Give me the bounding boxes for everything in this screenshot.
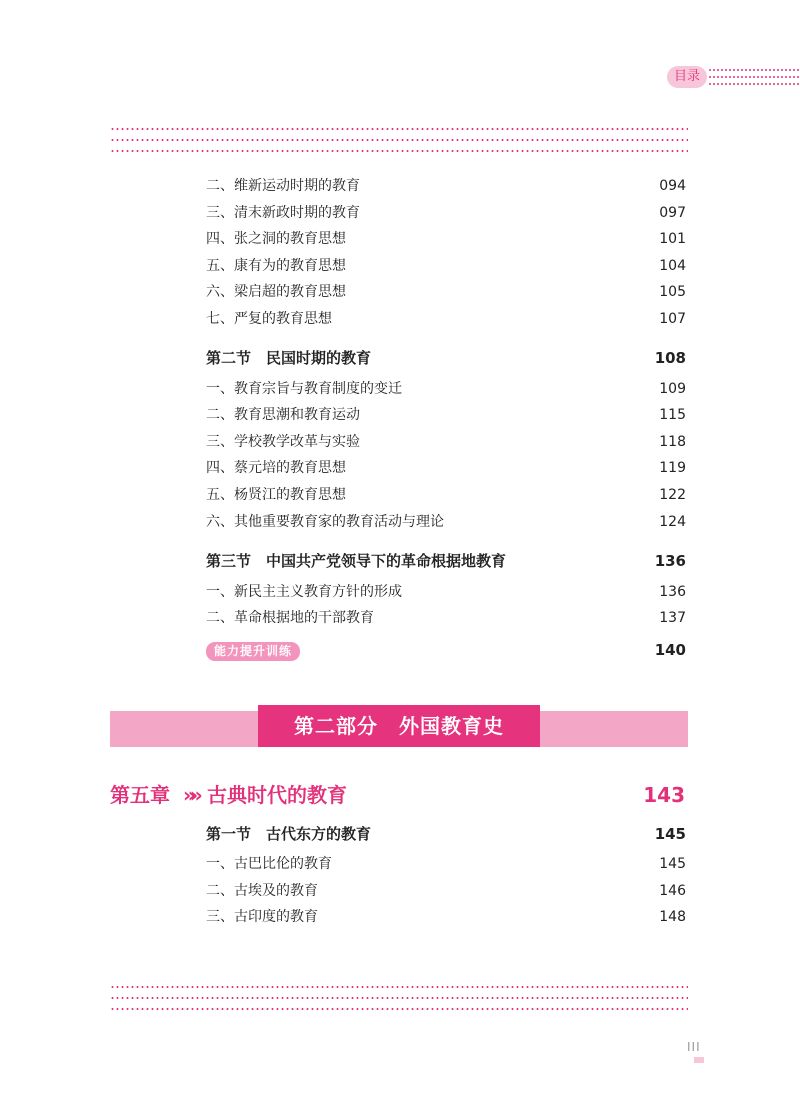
tab-dotted-line [708, 69, 800, 71]
toc-entry-page: 105 [659, 284, 686, 300]
toc-entry-page: 124 [659, 514, 686, 530]
toc-entry[interactable] [206, 175, 686, 197]
chapter-number: 第五章 [110, 783, 170, 807]
page-number: III [687, 1040, 701, 1054]
toc-entry[interactable] [206, 202, 686, 224]
toc-entry-page: 146 [659, 883, 686, 899]
toc-entry-page: 137 [659, 610, 686, 626]
toc-entry[interactable] [206, 853, 686, 875]
toc-entry[interactable] [206, 404, 686, 426]
toc-entry-page: 101 [659, 231, 686, 247]
toc-entry-title: 五、杨贤江的教育思想 [206, 487, 346, 503]
toc-entry-title: 六、梁启超的教育思想 [206, 284, 346, 300]
toc-entry-title: 一、教育宗旨与教育制度的变迁 [206, 381, 402, 397]
toc-entry-title: 二、革命根据地的干部教育 [206, 610, 374, 626]
dotted-divider [110, 139, 688, 141]
toc-section-page: 145 [654, 825, 686, 843]
toc-section-page: 136 [654, 552, 686, 570]
toc-entry-title: 一、新民主主义教育方针的形成 [206, 584, 402, 600]
dotted-divider [110, 986, 688, 988]
toc-section-heading[interactable] [206, 823, 686, 845]
toc-section-page: 108 [654, 349, 686, 367]
dotted-divider [110, 1008, 688, 1010]
toc-entry-page: 107 [659, 311, 686, 327]
dotted-divider [110, 128, 688, 130]
toc-entry-title: 一、古巴比伦的教育 [206, 856, 332, 872]
toc-entry[interactable] [206, 281, 686, 303]
toc-entry[interactable] [206, 607, 686, 629]
toc-entry-title: 三、学校教学改革与实验 [206, 434, 360, 450]
toc-entry[interactable] [206, 880, 686, 902]
toc-entry[interactable] [206, 228, 686, 250]
toc-entry-title: 四、蔡元培的教育思想 [206, 460, 346, 476]
toc-entry-title: 二、维新运动时期的教育 [206, 178, 360, 194]
toc-section-title: 第一节 古代东方的教育 [206, 825, 372, 843]
toc-entry[interactable] [206, 511, 686, 533]
toc-entry-title: 三、清末新政时期的教育 [206, 205, 360, 221]
page-marker [694, 1057, 704, 1063]
toc-entry-title: 三、古印度的教育 [206, 909, 318, 925]
toc-entry-page: 109 [659, 381, 686, 397]
toc-entry-page: 097 [659, 205, 686, 221]
toc-entry-page: 115 [659, 407, 686, 423]
toc-section-heading[interactable] [206, 550, 686, 572]
toc-entry-title: 四、张之洞的教育思想 [206, 231, 346, 247]
toc-section-heading[interactable] [206, 347, 686, 369]
toc-entry[interactable] [206, 581, 686, 603]
toc-entry[interactable] [206, 255, 686, 277]
tab-dotted-line [708, 83, 800, 85]
toc-entry[interactable] [206, 906, 686, 928]
toc-entry[interactable] [206, 378, 686, 400]
toc-entry-page: 122 [659, 487, 686, 503]
part-banner-title: 第二部分 外国教育史 [258, 705, 540, 747]
toc-entry-page: 136 [659, 584, 686, 600]
toc-entry[interactable] [206, 484, 686, 506]
toc-entry-page: 094 [659, 178, 686, 194]
toc-entry-title: 二、教育思潮和教育运动 [206, 407, 360, 423]
toc-entry-title: 二、古埃及的教育 [206, 883, 318, 899]
section-tab: 目录 [667, 66, 707, 88]
toc-entry-title: 七、严复的教育思想 [206, 311, 332, 327]
toc-entry-title: 五、康有为的教育思想 [206, 258, 346, 274]
chapter-page: 143 [643, 783, 685, 807]
toc-practice-page: 140 [654, 641, 686, 659]
chapter-heading[interactable] [110, 780, 688, 810]
dotted-divider [110, 150, 688, 152]
toc-entry-page: 148 [659, 909, 686, 925]
practice-badge: 能力提升训练 [206, 642, 300, 661]
chapter-title: 古典时代的教育 [207, 783, 347, 807]
toc-entry-title: 六、其他重要教育家的教育活动与理论 [206, 514, 444, 530]
toc-practice-entry[interactable] [206, 639, 686, 661]
toc-entry-page: 119 [659, 460, 686, 476]
toc-entry[interactable] [206, 308, 686, 330]
toc-entry[interactable] [206, 457, 686, 479]
toc-section-title: 第三节 中国共产党领导下的革命根据地教育 [206, 552, 507, 570]
toc-entry[interactable] [206, 431, 686, 453]
toc-entry-page: 145 [659, 856, 686, 872]
tab-dotted-line [708, 76, 800, 78]
toc-section-title: 第二节 民国时期的教育 [206, 349, 372, 367]
double-chevron-right-icon: »» [183, 783, 197, 807]
toc-entry-page: 104 [659, 258, 686, 274]
dotted-divider [110, 997, 688, 999]
toc-entry-page: 118 [659, 434, 686, 450]
